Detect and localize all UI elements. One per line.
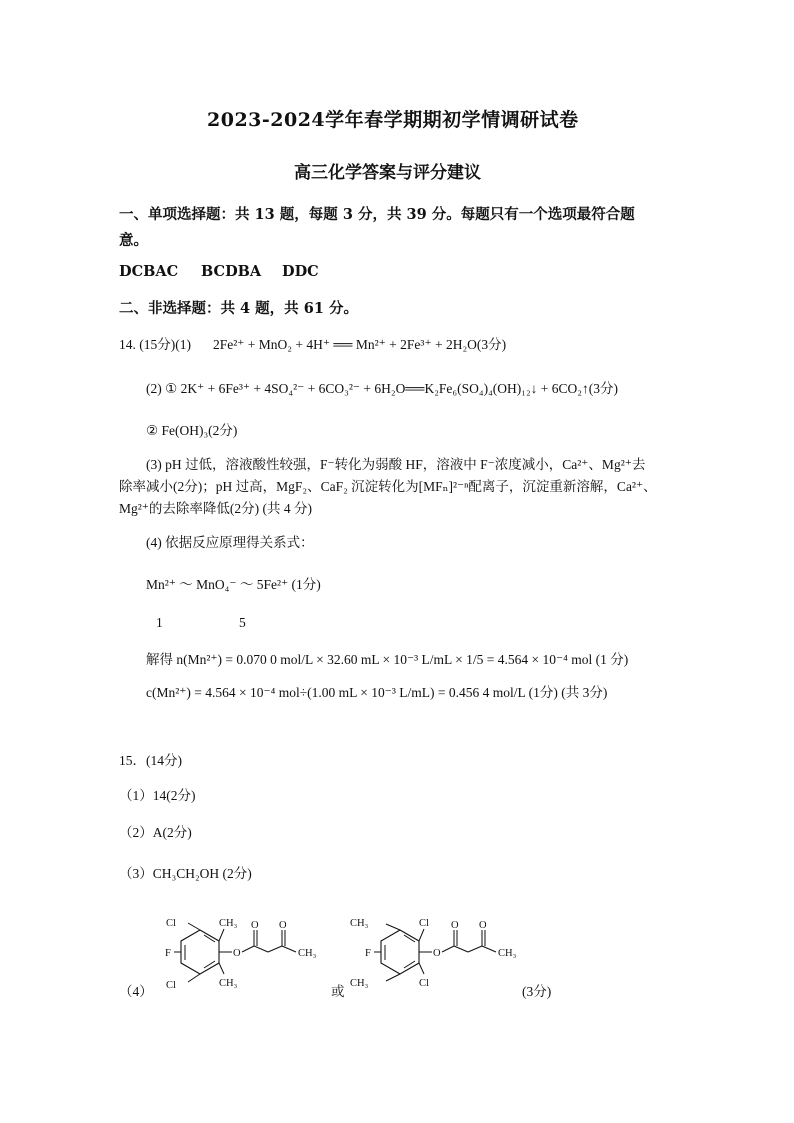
q14-p4-intro: (4) 依据反应原理得关系式：: [146, 535, 314, 550]
q14-equation-2: (2) ① 2K⁺ + 6Fe³⁺ + 4SO₄²⁻ + 6CO₃²⁻ + 6H₂O══K₂Fe₆(SO₄)₄(OH)₁₂↓ + 6CO₂↑(3分): [146, 381, 618, 396]
q15-answer-1: （1）14(2分): [119, 788, 196, 803]
s2-o-ester: O: [433, 948, 441, 959]
q15-answer-4-score: (3分): [522, 984, 552, 999]
s1-ch3-end: CH₃: [298, 948, 317, 959]
answer-group-2: BCDBA: [201, 263, 262, 280]
section1-heading-line1: 一、单项选择题：共 13 题，每题 3 分，共 39 分。每题只有一个选项最符合题: [119, 206, 635, 223]
q15-answer-2: （2）A(2分): [119, 825, 192, 840]
s1-o-carbonyl-1: O: [251, 920, 259, 931]
s2-cl-top: Cl: [419, 918, 429, 929]
q15-answer-3: （3）CH₃CH₂OH (2分): [119, 866, 252, 881]
q14-solve-1: 解得 n(Mn²⁺) = 0.070 0 mol/L × 32.60 mL × 10⁻³ L/mL × 1/5 = 4.564 × 10⁻⁴ mol (1 分): [146, 652, 629, 667]
q14-solve-2: c(Mn²⁺) = 4.564 × 10⁻⁴ mol÷(1.00 mL × 10⁻³ L/mL) = 0.456 4 mol/L (1分) (共 3分): [146, 685, 608, 700]
s2-f: F: [365, 948, 371, 959]
section2-heading: 二、非选择题：共 4 题，共 61 分。: [119, 300, 358, 317]
q15-label: 15．(14分): [119, 753, 182, 768]
s1-f: F: [165, 948, 171, 959]
s1-o-ester: O: [233, 948, 241, 959]
q14-relation: Mn²⁺ ～ MnO₄⁻ ～ 5Fe²⁺ (1分): [146, 577, 321, 592]
s1-o-carbonyl-2: O: [279, 920, 287, 931]
page-subtitle: 高三化学答案与评分建议: [294, 163, 481, 183]
s2-ch3-bottom: CH₃: [350, 978, 369, 989]
s1-cl-top: Cl: [166, 918, 176, 929]
s1-ch3-top: CH₃: [219, 918, 238, 929]
q14-p3-line3: Mg²⁺的去除率降低(2分) (共 4 分): [119, 501, 313, 516]
q14-ratio-left: 1: [156, 615, 163, 630]
q14-p3-line1: (3) pH 过低，溶液酸性较强，F⁻转化为弱酸 HF，溶液中 F⁻浓度减小，Ca²⁺、Mg²⁺去: [146, 457, 646, 472]
q14-answer-2b: ② Fe(OH)₃(2分): [146, 423, 238, 438]
structure-1: [150, 912, 340, 992]
s2-o-carbonyl-2: O: [479, 920, 487, 931]
s2-cl-bottom: Cl: [419, 978, 429, 989]
structure-2: [340, 912, 530, 992]
q14-p3-line2: 除率减小(2分)；pH 过高，MgF₂、CaF₂ 沉淀转化为[MFₙ]²⁻ⁿ配离子，沉淀重新溶解，Ca²⁺、: [119, 479, 657, 494]
section1-heading-line2: 意。: [119, 232, 148, 249]
q15-answer-4-or: 或: [331, 984, 345, 999]
q14-label: 14. (15分)(1): [119, 337, 191, 352]
s2-ch3-end: CH₃: [498, 948, 517, 959]
s1-cl-bottom: Cl: [166, 980, 176, 991]
page-title: 2023-2024学年春学期期初学情调研试卷: [207, 109, 579, 131]
s1-ch3-bottom: CH₃: [219, 978, 238, 989]
answer-group-1: DCBAC: [119, 263, 179, 280]
s2-o-carbonyl-1: O: [451, 920, 459, 931]
q15-answer-4-label: （4）: [119, 984, 153, 999]
q14-equation-1: 2Fe²⁺ + MnO₂ + 4H⁺ ══ Mn²⁺ + 2Fe³⁺ + 2H₂O(3分): [213, 337, 507, 352]
s2-ch3-top: CH₃: [350, 918, 369, 929]
q14-ratio-right: 5: [239, 615, 246, 630]
answer-group-3: DDC: [282, 263, 319, 280]
